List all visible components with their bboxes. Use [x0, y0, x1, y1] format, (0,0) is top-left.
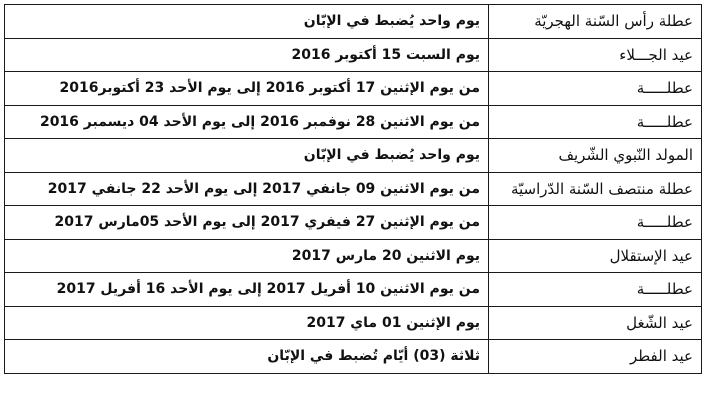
date-cell: ثلاثة (03) أيّام تُضبط في الإبّان [5, 340, 489, 374]
table-row [5, 306, 702, 340]
event-cell: عطلة منتصف السّنة الدّراسيّة [489, 172, 702, 206]
table-row [5, 206, 702, 240]
date-cell: من يوم الإثنين 27 فيفري 2017 إلى يوم الأحد 05مارس 2017 [5, 206, 489, 240]
date-cell: يوم السبت 15 أكتوبر 2016 [5, 38, 489, 72]
table-row [5, 5, 702, 39]
event-cell: عيد الجـــلاء [489, 38, 702, 72]
date-cell: يوم الإثنين 01 ماي 2017 [5, 306, 489, 340]
date-cell: من يوم الاثنين 10 أفريل 2017 إلى يوم الأحد 16 أفريل 2017 [5, 273, 489, 307]
table-row [5, 273, 702, 307]
table-row [5, 340, 702, 374]
holiday-table [4, 4, 702, 374]
event-cell: عطلـــــة [489, 273, 702, 307]
event-cell: عطلـــــة [489, 206, 702, 240]
event-cell: عطلـــــة [489, 105, 702, 139]
table-row [5, 105, 702, 139]
event-cell: المولد النّبوي الشّريف [489, 139, 702, 173]
table-row [5, 38, 702, 72]
event-cell: عيد الشّغل [489, 306, 702, 340]
event-cell: عطلة رأس السّنة الهجريّة [489, 5, 702, 39]
date-cell: يوم واحد يُضبط في الإبّان [5, 5, 489, 39]
table-row [5, 72, 702, 106]
table-row [5, 239, 702, 273]
date-cell: من يوم الاثنين 28 نوفمبر 2016 إلى يوم الأحد 04 ديسمبر 2016 [5, 105, 489, 139]
date-cell: من يوم الاثنين 09 جانفي 2017 إلى يوم الأحد 22 جانفي 2017 [5, 172, 489, 206]
date-cell: يوم واحد يُضبط في الإبّان [5, 139, 489, 173]
date-cell: يوم الاثنين 20 مارس 2017 [5, 239, 489, 273]
event-cell: عطلـــــة [489, 72, 702, 106]
table-row [5, 139, 702, 173]
date-cell: من يوم الإثنين 17 أكتوبر 2016 إلى يوم الأحد 23 أكتوبر2016 [5, 72, 489, 106]
event-cell: عيد الإستقلال [489, 239, 702, 273]
table-row [5, 172, 702, 206]
event-cell: عيد الفطر [489, 340, 702, 374]
